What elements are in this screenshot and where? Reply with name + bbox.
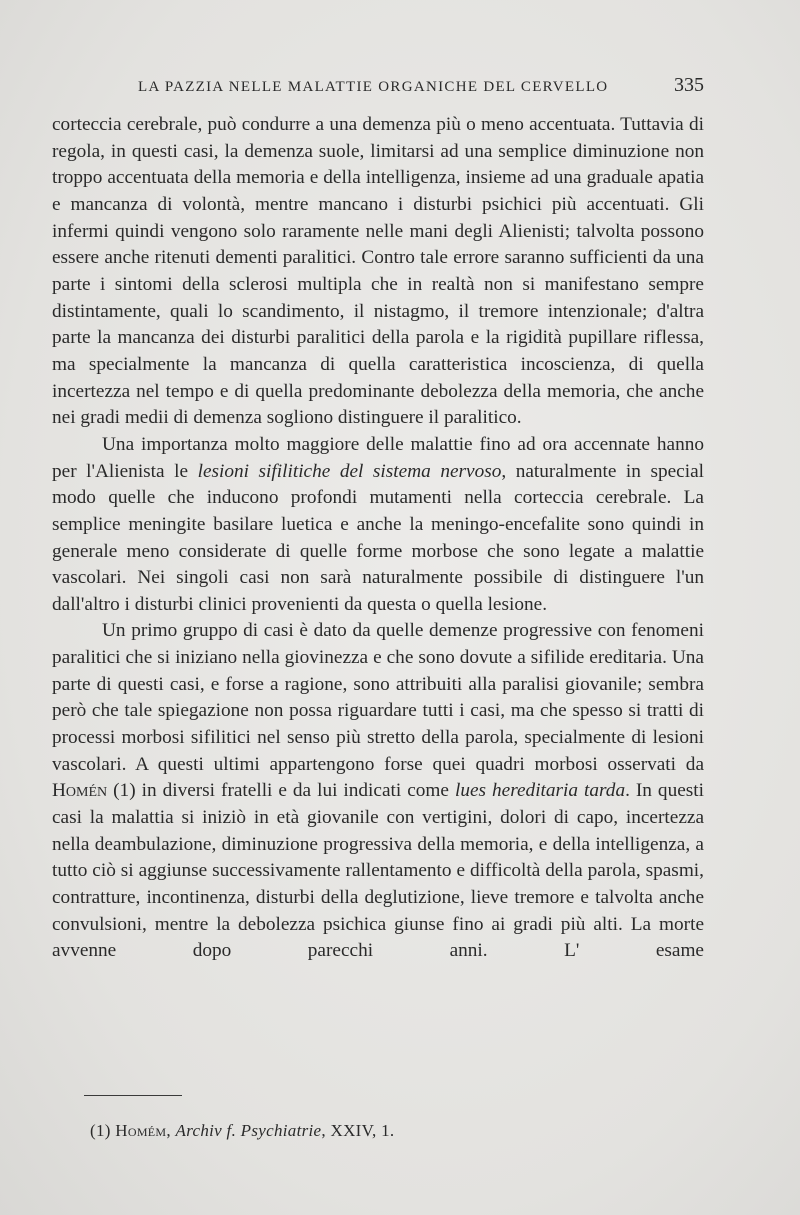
paragraph-2-emphasis: lesioni sifilitiche del sistema nervoso <box>197 460 502 482</box>
body-text <box>52 112 704 965</box>
paragraph-2-text-b: , naturalmente in special modo quelle che inducono profondi mutamenti nella corteccia cerebrale. La semplice meningite basilare luetica e anche la meningo-encefalite sono quindi in generale meno considerate di quelle forme morbose che sono legate a malattie vascolari. Nei singoli casi non sarà naturalmente possibile di distinguere l'un dall'altro i disturbi clinici provenienti da questa o quella lesione. <box>52 460 704 615</box>
paragraph-3-emphasis: lues hereditaria tarda <box>454 780 626 802</box>
running-title: LA PAZZIA NELLE MALATTIE ORGANICHE DEL CERVELLO <box>138 79 609 95</box>
page-number: 335 <box>674 74 704 96</box>
page-header <box>52 74 704 97</box>
paragraph-2 <box>52 432 704 619</box>
paragraph-3-author-name: Homén <box>52 780 108 802</box>
paragraph-3-text-b: (1) in diversi fratelli e da lui indicati come <box>107 780 455 802</box>
footnote <box>90 1121 394 1141</box>
footnote-separator: , <box>166 1121 176 1140</box>
paragraph-1 <box>52 112 704 432</box>
paragraph-3-text-c: . In questi casi la malattia si iniziò in età giovanile con vertigini, dolori di capo, incertezza nella deambulazione, diminuzione progressiva della memoria, e della intelligenza, a tutto ciò si aggiunse successivamente rallentamento e difficoltà della parola, spasmi, contratture, incontinenza, disturbi della deglutizione, lieve tremore e talvolta anche convulsioni, mentre la debolezza psichica giunse fino ai gradi più alti. La morte avvenne dopo parecchi anni. L' esame <box>52 780 704 962</box>
footnote-marker: (1) <box>90 1121 116 1140</box>
footnote-author: Homém <box>115 1121 167 1140</box>
paragraph-3 <box>52 618 704 965</box>
paragraph-2-text-a: Una importanza molto maggiore delle malattie fino ad ora accennate hanno per l'Alienista le <box>52 433 704 482</box>
paragraph-3-text-a: Un primo gruppo di casi è dato da quelle demenze progressive con fenomeni paralitici che si iniziano nella giovinezza e che sono dovute a sifilide ereditaria. Una parte di questi casi, e forse a ragione, sono attribuiti alla paralisi giovanile; sembra però che tale spiegazione non possa riguardare tutti i casi, ma che spesso si tratti di processi morbosi sifilitici nel senso più stretto della parola, specialmente di lesioni vascolari. A questi ultimi appartengono forse quei quadri morbosi osservati da <box>52 620 704 775</box>
paragraph-1-text: corteccia cerebrale, può condurre a una demenza più o meno accentuata. Tuttavia di regola, in questi casi, la demenza suole, limitarsi ad una semplice diminuzione non troppo accentuata della memoria e della intelligenza, insieme ad una graduale apatia e mancanza di volontà, mentre mancano i disturbi psichici più accentuati. Gli infermi quindi vengono solo raramente nelle mani degli Alienisti; talvolta possono essere anche ritenuti dementi paralitici. Contro tale errore saranno sufficienti da una parte i sintomi della sclerosi multipla che in realtà non si manifestano sempre distintamente, quali lo scandimento, il nistagmo, il tremore intenzionale; d'altra parte la mancanza dei disturbi paralitici della parola e la rigidità pupillare riflessa, ma specialmente la mancanza di quella caratteristica incoscienza, di quella incertezza nel tempo e di quella predominante debolezza della memoria, che anche nei gradi medii di demenza sogliono distinguere il paralitico. <box>52 114 704 429</box>
footnote-volume: , XXIV, 1. <box>321 1121 395 1140</box>
footnote-journal: Archiv f. Psychiatrie <box>175 1121 322 1140</box>
footnote-divider <box>84 1095 182 1096</box>
